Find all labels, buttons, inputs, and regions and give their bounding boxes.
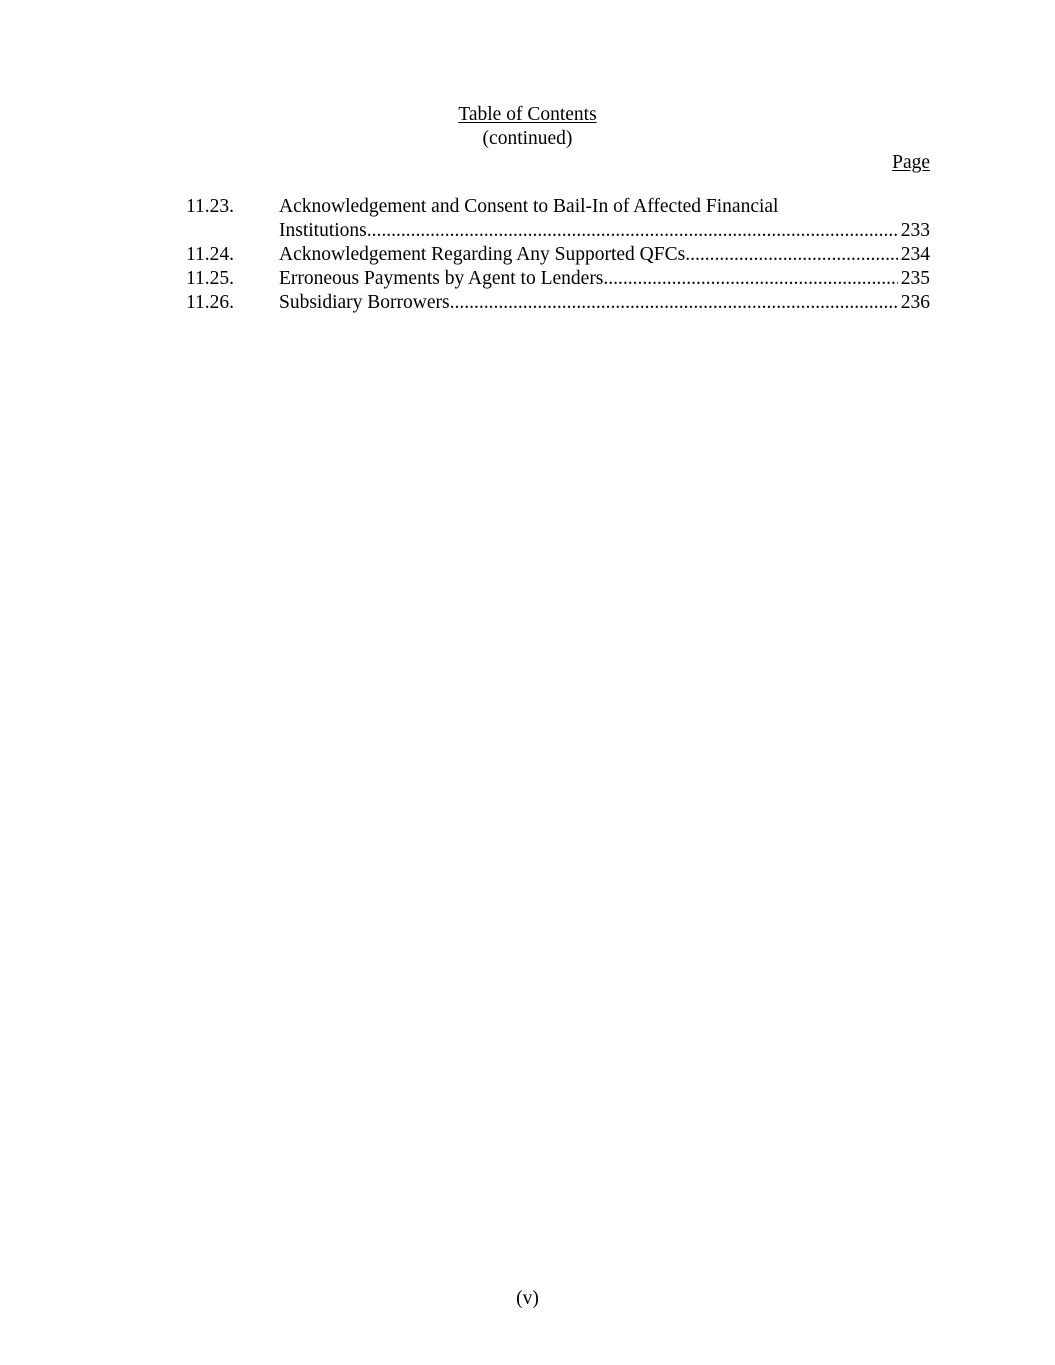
dot-leader xyxy=(367,219,898,243)
toc-subtitle: (continued) xyxy=(482,128,573,149)
toc-entry-title[interactable]: Acknowledgement Regarding Any Supported QFCs xyxy=(279,244,686,265)
toc-entry[interactable] xyxy=(186,195,930,243)
toc-entry-page[interactable]: 236 xyxy=(900,292,930,313)
toc-entry-number: 11.23. xyxy=(186,196,235,217)
dot-leader xyxy=(603,267,897,291)
dot-leader xyxy=(685,243,898,267)
toc-entry[interactable] xyxy=(186,267,930,291)
page-title: Table of Contents xyxy=(458,104,597,125)
dot-leader xyxy=(450,291,898,315)
toc-list xyxy=(186,195,930,315)
toc-title-block xyxy=(0,103,1055,127)
toc-entry[interactable] xyxy=(186,243,930,267)
toc-entry-number: 11.24. xyxy=(186,244,235,265)
toc-entry-page[interactable]: 234 xyxy=(900,244,930,265)
toc-entry-number: 11.25. xyxy=(186,268,235,289)
toc-entry-title[interactable]: Erroneous Payments by Agent to Lenders xyxy=(279,268,604,289)
page-column-header: Page xyxy=(892,152,930,173)
toc-entry-number: 11.26. xyxy=(186,292,235,313)
toc-entry-title-continued[interactable]: Institutions xyxy=(279,220,367,241)
toc-entry-page[interactable]: 233 xyxy=(900,220,930,241)
page-number-footer: (v) xyxy=(516,1288,539,1309)
toc-entry-page[interactable]: 235 xyxy=(900,268,930,289)
toc-entry[interactable] xyxy=(186,291,930,315)
toc-entry-title[interactable]: Subsidiary Borrowers xyxy=(279,292,450,313)
toc-entry-title[interactable]: Acknowledgement and Consent to Bail-In of Affected Financial xyxy=(279,196,779,217)
